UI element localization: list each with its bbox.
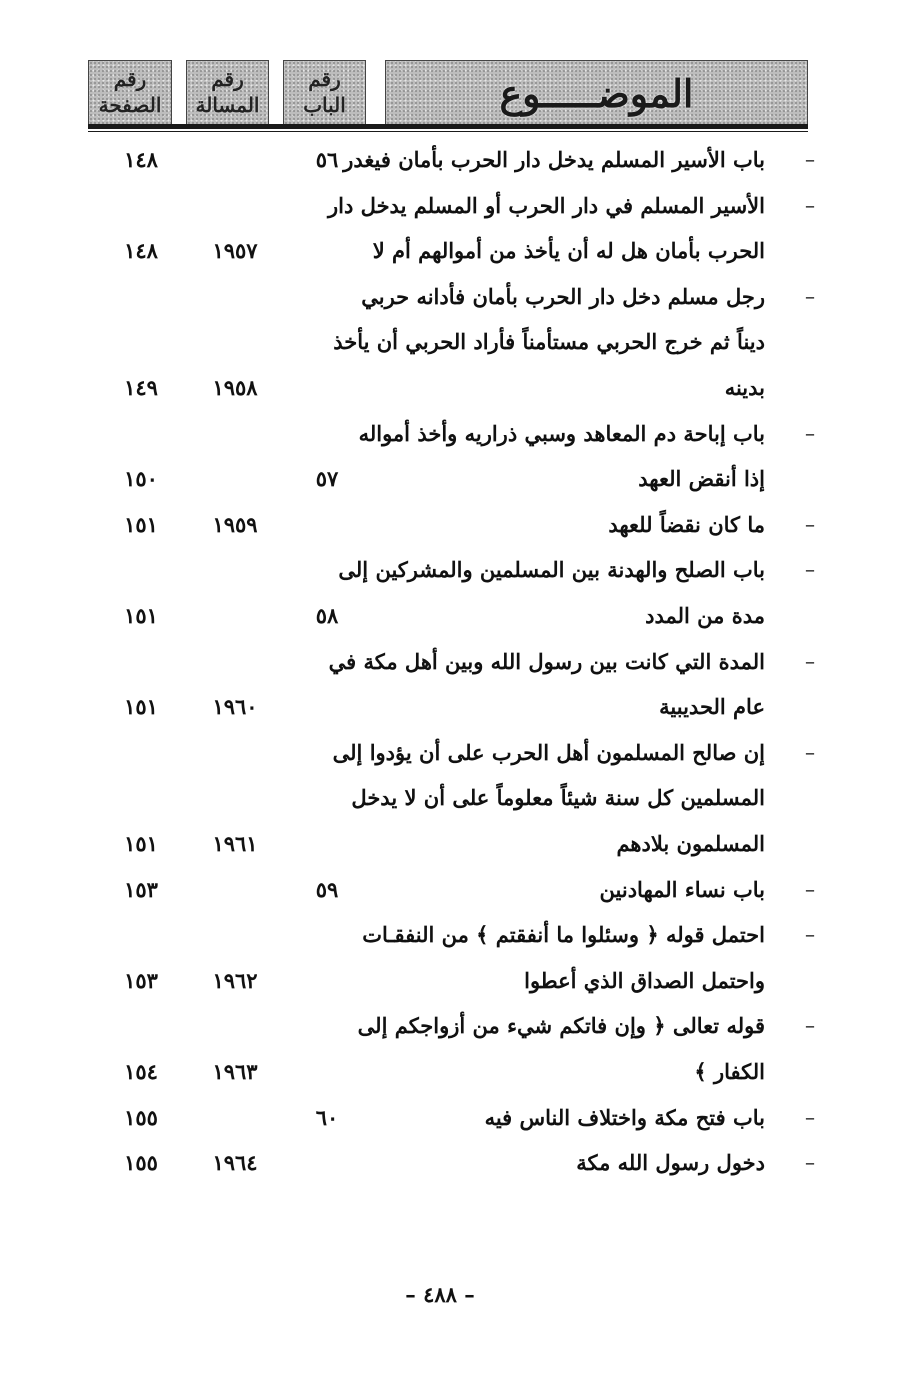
row-page-number: ١٥٣ [124,876,158,902]
row-bullet: – [805,648,815,673]
row-section-number: ٥٩ [315,876,339,902]
row-topic: بدينه [724,375,765,400]
table-row [0,912,915,957]
table-row [0,547,915,592]
page-number: – ٤٨٨ – [405,1282,475,1307]
row-page-number: ١٥٥ [124,1104,158,1130]
row-bullet: – [805,511,815,536]
row-masala-number: ١٩٦٢ [212,967,258,993]
table-row [0,183,915,228]
row-topic: عام الحديبية [659,694,765,720]
row-bullet: – [805,1150,815,1175]
table-row [0,684,915,729]
header-masala-box [186,60,269,126]
row-masala-number: ١٩٦٣ [212,1059,258,1084]
row-topic: باب الصلح والهدنة بين المسلمين والمشركين إلى [338,557,765,583]
table-row [0,593,915,638]
row-masala-number: ١٩٥٩ [212,511,258,537]
header-masala-line2: المسالة [195,93,260,117]
row-page-number: ١٥٣ [124,967,158,993]
row-page-number: ١٤٨ [124,238,158,264]
row-topic: إن صالح المسلمون أهل الحرب على أن يؤدوا إلى [332,739,765,765]
header-page-line1: رقم [113,67,147,91]
table-row [0,137,915,182]
row-section-number: ٥٧ [315,466,339,492]
header-topic-title: الموضـــــوع [499,71,694,116]
row-masala-number: ١٩٦٤ [212,1150,258,1176]
row-masala-number: ١٩٦٠ [212,694,258,720]
table-row [0,411,915,456]
row-page-number: ١٥٤ [124,1059,158,1084]
table-row [0,274,915,319]
table-row [0,867,915,912]
table-row [0,639,915,684]
table-row [0,1140,915,1185]
row-bullet: – [805,922,815,947]
table-row [0,958,915,1003]
row-page-number: ١٥١ [124,831,158,856]
header-rule [88,124,808,129]
row-bullet: – [805,876,815,901]
table-row [0,319,915,364]
row-masala-number: ١٩٥٨ [212,375,258,400]
row-topic: مدة من المدد [645,603,765,628]
row-page-number: ١٥١ [124,511,158,537]
row-topic: دخول رسول الله مكة [576,1150,765,1176]
header-masala-line1: رقم [211,67,244,91]
row-topic: قوله تعالى ﴿ وإن فاتكم شيء من أزواجكم إلى [357,1013,765,1039]
header-section-box [283,60,366,126]
table-row [0,502,915,547]
row-topic: المسلمين كل سنة شيئاً معلوماً على أن لا يدخل [351,785,765,811]
row-topic: باب نساء المهادنين [599,876,765,902]
row-topic: باب الأسير المسلم يدخل دار الحرب بأمان فيغدر [343,147,765,172]
table-row [0,365,915,410]
table-row [0,730,915,775]
table-row [0,228,915,273]
row-page-number: ١٥٥ [124,1150,158,1176]
header-section-line1: رقم [308,67,341,91]
row-bullet: – [805,1104,815,1129]
row-section-number: ٥٦ [315,147,339,172]
row-section-number: ٦٠ [315,1104,339,1130]
row-page-number: ١٤٨ [124,147,158,172]
header-topic-box [385,60,808,126]
table-row [0,1095,915,1140]
row-bullet: – [805,283,815,308]
row-page-number: ١٥١ [124,603,158,628]
row-topic: ما كان نقضاً للعهد [608,511,765,537]
row-topic: احتمل قوله ﴿ وسئلوا ما أنفقتم ﴾ من النفقـات [362,922,765,948]
row-topic: إذا أنقض العهد [638,466,765,492]
header-page-box [88,60,172,126]
row-bullet: – [805,1013,815,1038]
row-bullet: – [805,192,815,217]
row-topic: الحرب بأمان هل له أن يأخذ من أموالهم أم لا [372,238,765,264]
row-topic: المسلمون بلادهم [616,831,765,856]
row-masala-number: ١٩٥٧ [212,238,258,264]
row-topic: الكفار ﴾ [694,1059,765,1084]
table-row [0,1049,915,1094]
row-page-number: ١٥٠ [124,466,158,492]
table-row [0,775,915,820]
row-topic: واحتمل الصداق الذي أعطوا [524,967,765,993]
row-topic: الأسير المسلم في دار الحرب أو المسلم يدخل دار [328,192,765,218]
row-bullet: – [805,557,815,582]
row-bullet: – [805,739,815,764]
header-page-line2: الصفحة [98,93,162,117]
row-section-number: ٥٨ [315,603,339,628]
header-rule-thin [88,131,808,132]
table-row [0,821,915,866]
row-topic: رجل مسلم دخل دار الحرب بأمان فأدانه حربي [361,283,765,309]
header-section-line2: الباب [303,93,346,117]
table-row [0,1003,915,1048]
row-topic: باب إباحة دم المعاهد وسبي ذراريه وأخذ أمواله [358,420,765,446]
row-topic: ديناً ثم خرج الحربي مستأمناً فأراد الحربي أن يأخذ [333,329,765,355]
row-page-number: ١٥١ [124,694,158,720]
row-bullet: – [805,147,815,171]
row-page-number: ١٤٩ [124,375,158,400]
row-topic: المدة التي كانت بين رسول الله وبين أهل مكة في [328,648,765,674]
row-bullet: – [805,420,815,445]
row-masala-number: ١٩٦١ [212,831,258,856]
row-topic: باب فتح مكة واختلاف الناس فيه [484,1104,765,1130]
table-row [0,456,915,501]
